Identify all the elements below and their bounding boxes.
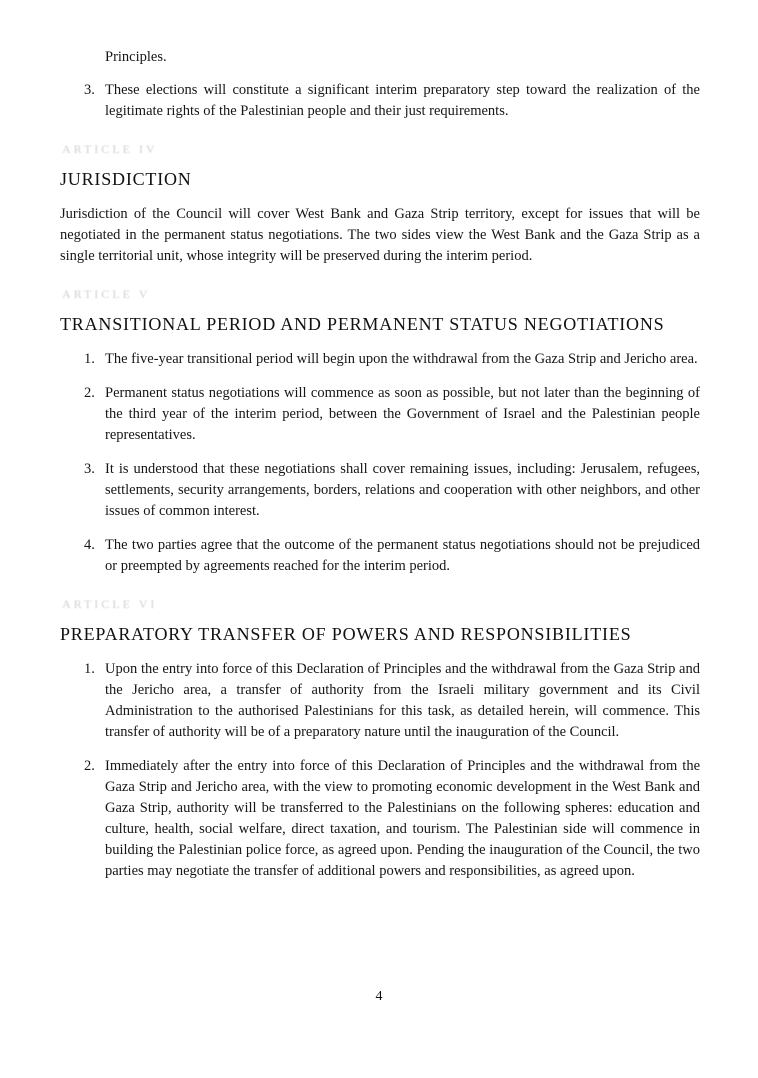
- section-heading-jurisdiction: JURISDICTION: [60, 169, 192, 189]
- list-item: [84, 659, 700, 743]
- list-item-number: 2.: [84, 758, 95, 774]
- list-item-text: These elections will constitute a significant interim preparatory step toward the realization of the legitimate rights of the Palestinian people and their just requirements.: [105, 82, 700, 119]
- list-item: [84, 756, 700, 882]
- list-item-text: Upon the entry into force of this Declaration of Principles and the withdrawal from the Gaza Strip and the Jericho area, a transfer of authority from the Israeli military government and its Civil Administration to the authorised Palestinians for this task, as detailed herein, will commence. This transfer of authority will be of a preparatory nature until the inauguration of the Council.: [105, 661, 700, 740]
- list-item-text: The two parties agree that the outcome of the permanent status negotiations should not be prejudiced or preempted by agreements reached for the interim period.: [105, 537, 700, 574]
- article-marker-faded: ARTICLE VI: [62, 597, 158, 611]
- list-item: [84, 383, 700, 446]
- list-item-text: Permanent status negotiations will commence as soon as possible, but not later than the beginning of the third year of the interim period, between the Government of Israel and the Palestinian people representatives.: [105, 385, 700, 443]
- list-item-number: 1.: [84, 661, 95, 677]
- list-item-number: 1.: [84, 351, 95, 367]
- article-marker-faded: ARTICLE V: [62, 287, 151, 301]
- section-heading-preparatory-transfer: PREPARATORY TRANSFER OF POWERS AND RESPONSIBILITIES: [60, 624, 632, 644]
- list-item-number: 2.: [84, 385, 95, 401]
- list-item: [84, 535, 700, 577]
- list-item-text: It is understood that these negotiations shall cover remaining issues, including: Jerusalem, refugees, settlements, security arrangements, borders, relations and cooperation with other neighbors, and other issues of common interest.: [105, 461, 700, 519]
- list-item-number: 4.: [84, 537, 95, 553]
- page-number: 4: [375, 989, 383, 1004]
- list-item-number: 3.: [84, 82, 95, 98]
- section-heading-transitional-period: TRANSITIONAL PERIOD AND PERMANENT STATUS NEGOTIATIONS: [60, 314, 665, 334]
- section-body-paragraph: Jurisdiction of the Council will cover West Bank and Gaza Strip territory, except for issues that will be negotiated in the permanent status negotiations. The two sides view the West Bank and the Gaza Strip as a single territorial unit, whose integrity will be preserved during the interim period.: [60, 206, 700, 264]
- list-item: [84, 80, 700, 122]
- article-marker-faded: ARTICLE IV: [62, 142, 158, 156]
- list-item-number: 3.: [84, 461, 95, 477]
- paragraph-continuation: Principles.: [105, 49, 167, 65]
- list-item: [84, 349, 700, 370]
- list-item-text: Immediately after the entry into force of this Declaration of Principles and the withdrawal from the Gaza Strip and Jericho area, with the view to promoting economic development in the West Bank and Gaza Strip, authority will be transferred to the Palestinians on the following spheres: education and culture, health, social welfare, direct taxation, and tourism. The Palestinian side will commence in building the Palestinian police force, as agreed upon. Pending the inauguration of the Council, the two parties may negotiate the transfer of additional powers and responsibilities, as agreed upon.: [105, 758, 700, 879]
- list-item: [84, 459, 700, 522]
- list-item-text: The five-year transitional period will begin upon the withdrawal from the Gaza Strip and Jericho area.: [105, 351, 698, 367]
